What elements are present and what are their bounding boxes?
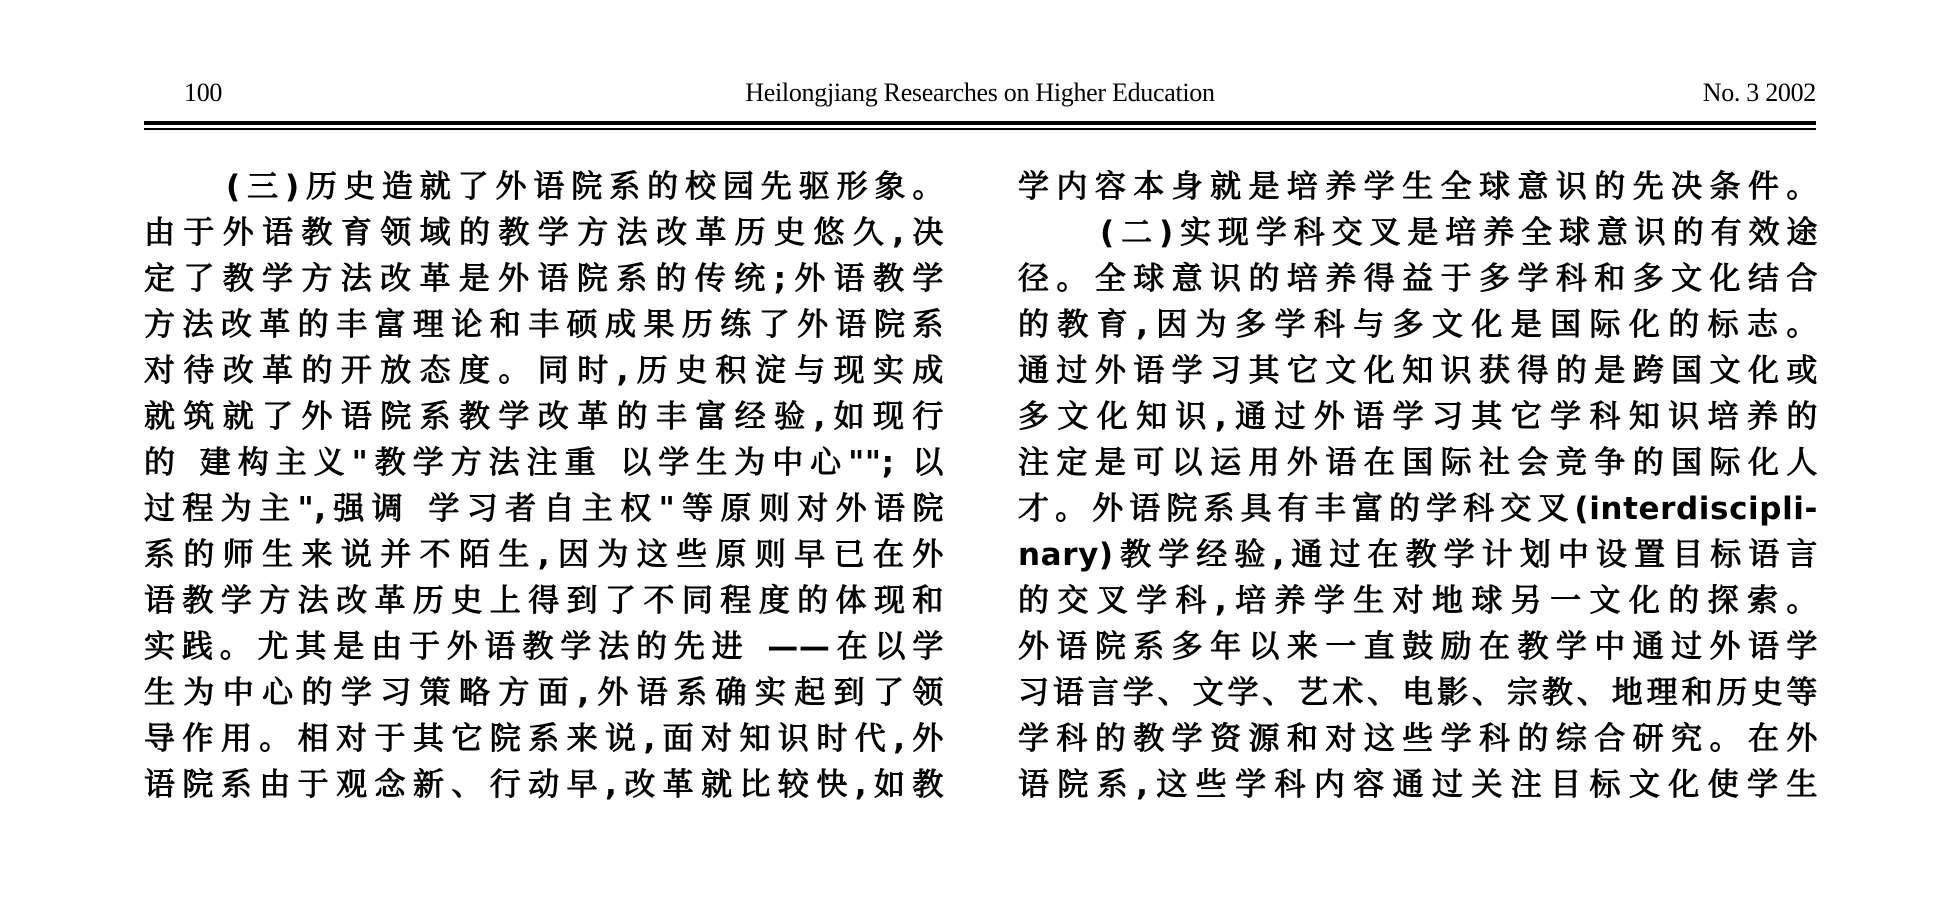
- text-line: 方法改革的丰富理论和丰硕成果历练了外语院系: [144, 307, 944, 343]
- text-line: (三)历史造就了外语院系的校园先驱形象。: [226, 169, 944, 205]
- text-line: 语院系由于观念新、行动早,改革就比较快,如教: [144, 767, 944, 803]
- page-number: 100: [184, 78, 223, 107]
- text-line: 生为中心的学习策略方面,外语系确实起到了领: [144, 675, 944, 711]
- header-rule-thick: [144, 121, 1816, 125]
- text-line: 通过外语学习其它文化知识获得的是跨国文化或: [1018, 353, 1818, 389]
- text-line: 才。外语院系具有丰富的学科交叉(interdiscipli-: [1018, 491, 1818, 527]
- text-line: 由于外语教育领域的教学方法改革历史悠久,决: [144, 215, 944, 251]
- text-line: 外语院系多年以来一直鼓励在教学中通过外语学: [1018, 629, 1818, 665]
- text-line: 的 建构主义"教学方法注重 以学生为中心""; 以: [144, 445, 944, 481]
- text-line: 系的师生来说并不陌生,因为这些原则早已在外: [144, 537, 944, 573]
- issue-label: No. 3 2002: [1702, 78, 1816, 107]
- text-line: 语教学方法改革历史上得到了不同程度的体现和: [144, 583, 944, 619]
- text-line: 径。全球意识的培养得益于多学科和多文化结合: [1018, 261, 1818, 297]
- text-line: 定了教学方法改革是外语院系的传统;外语教学: [144, 261, 944, 297]
- text-line: 学内容本身就是培养学生全球意识的先决条件。: [1018, 169, 1818, 205]
- text-line: 语院系,这些学科内容通过关注目标文化使学生: [1018, 767, 1818, 803]
- text-line: 的交叉学科,培养学生对地球另一文化的探索。: [1018, 583, 1818, 619]
- text-line: 的教育,因为多学科与多文化是国际化的标志。: [1018, 307, 1818, 343]
- running-header: [144, 0, 1816, 130]
- text-line: 导作用。相对于其它院系来说,面对知识时代,外: [144, 721, 944, 757]
- text-line: 对待改革的开放态度。同时,历史积淀与现实成: [144, 353, 944, 389]
- text-line: (二)实现学科交叉是培养全球意识的有效途: [1100, 215, 1818, 251]
- text-line: 注定是可以运用外语在国际社会竞争的国际化人: [1018, 445, 1818, 481]
- text-line: 过程为主",强调 学习者自主权"等原则对外语院: [144, 491, 944, 527]
- text-line: nary)教学经验,通过在教学计划中设置目标语言: [1018, 537, 1818, 573]
- text-line: 习语言学、文学、艺术、电影、宗教、地理和历史等: [1018, 675, 1818, 711]
- text-line: 实践。尤其是由于外语教学法的先进 ——在以学: [144, 629, 944, 665]
- journal-title: Heilongjiang Researches on Higher Education: [745, 78, 1215, 107]
- header-rule-thin: [144, 128, 1816, 130]
- text-line: 学科的教学资源和对这些学科的综合研究。在外: [1018, 721, 1818, 757]
- left-column: [144, 164, 944, 808]
- text-line: 多文化知识,通过外语学习其它学科知识培养的: [1018, 399, 1818, 435]
- right-column: [1018, 164, 1818, 808]
- text-line: 就筑就了外语院系教学改革的丰富经验,如现行: [144, 399, 944, 435]
